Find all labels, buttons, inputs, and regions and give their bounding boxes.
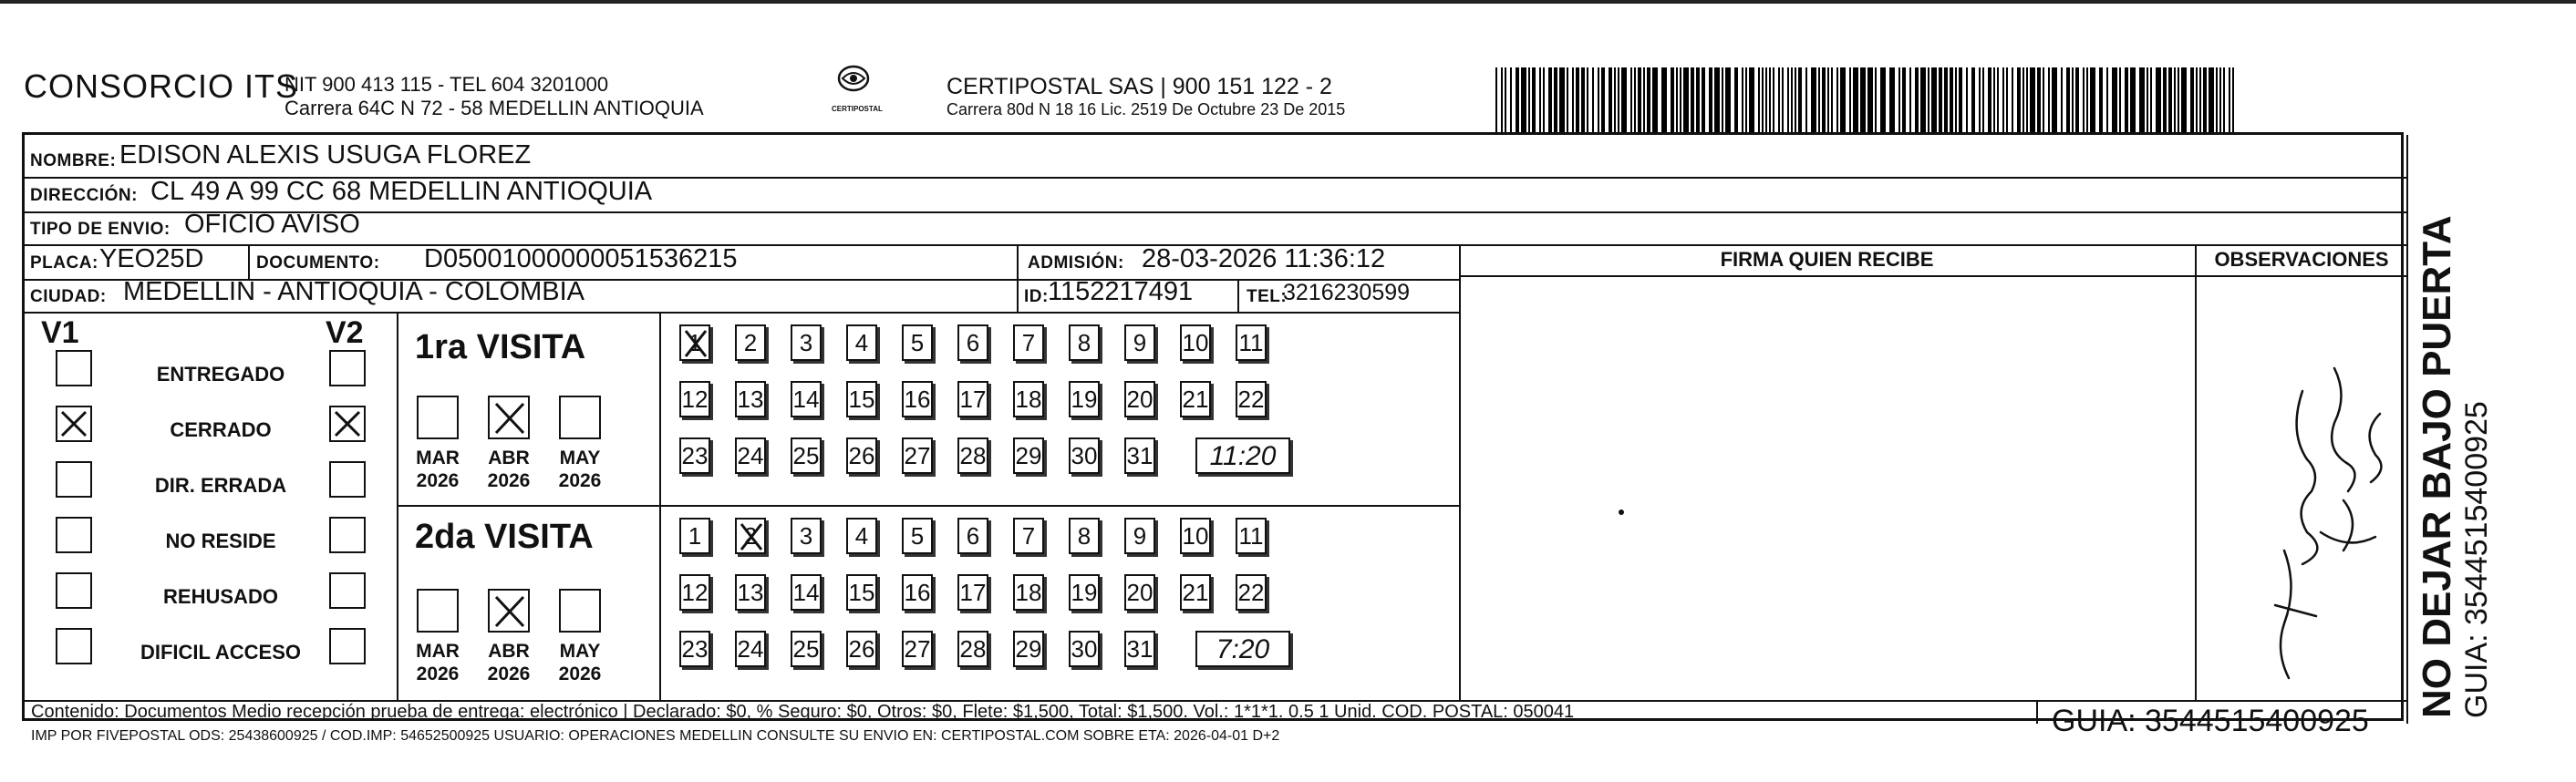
month-year: 2026 [487,470,531,491]
month-year: 2026 [558,470,602,491]
visit1-day-10[interactable]: 10 [1180,324,1211,361]
top-edge-line [0,0,2576,4]
nombre-value: EDISON ALEXIS USUGA FLOREZ [119,140,532,170]
visit2-day-30[interactable]: 30 [1069,631,1100,667]
v2-checkbox-entregado[interactable] [329,350,366,386]
visit2-day-10[interactable]: 10 [1180,518,1211,554]
visit2-day-14[interactable]: 14 [791,574,822,611]
check-mark-icon [493,401,526,436]
visit1-day-28[interactable]: 28 [957,437,988,474]
check-mark-icon [59,409,88,438]
visit2-day-24[interactable]: 24 [735,631,766,667]
visit2-day-22[interactable]: 22 [1236,574,1267,611]
visit1-day-27[interactable]: 27 [902,437,933,474]
company-info [947,73,1345,119]
month-name: ABR [488,641,530,662]
firma-label: FIRMA QUIEN RECIBE [1720,248,1934,271]
check-mark-icon [739,521,764,552]
visit1-day-15[interactable]: 15 [846,381,877,417]
visit2-day-8[interactable]: 8 [1069,518,1100,554]
ciudad-label: CIUDAD: [30,287,107,306]
v1-checkbox-rehusado[interactable] [56,572,92,609]
v1-checkbox-dir-errada[interactable] [56,461,92,498]
status-label: REHUSADO [163,585,278,608]
visit1-day-31[interactable]: 31 [1124,437,1155,474]
visit2-day-3[interactable]: 3 [791,518,822,554]
visit2-day-13[interactable]: 13 [735,574,766,611]
footer-guia: GUIA: 3544515400925 [2052,704,2369,738]
observaciones-label: OBSERVACIONES [2214,248,2389,271]
side-text [2416,215,2495,718]
visit1-day-29[interactable]: 29 [1013,437,1044,474]
signature-area [1459,277,2406,700]
placa-label: PLACA: [30,253,98,273]
id-label: ID: [1024,287,1049,306]
visit1-day-5[interactable]: 5 [902,324,933,361]
visit1-day-1[interactable]: 1 [679,324,710,361]
certipostal-logo [832,64,883,118]
side-warning: NO DEJAR BAJO PUERTA [2415,215,2459,718]
visit2-day-1[interactable]: 1 [679,518,710,554]
v1-checkbox-cerrado[interactable] [56,406,92,442]
visit1-day-8[interactable]: 8 [1069,324,1100,361]
license-line: Carrera 80d N 18 16 Lic. 2519 De Octubre 23 De 2015 [947,100,1346,118]
visit2-day-16[interactable]: 16 [902,574,933,611]
visit2-day-26[interactable]: 26 [846,631,877,667]
visit1-day-18[interactable]: 18 [1013,381,1044,417]
visit1-day-23[interactable]: 23 [679,437,710,474]
visit2-day-2[interactable]: 2 [735,518,766,554]
visit1-day-11[interactable]: 11 [1236,324,1267,361]
v2-checkbox-cerrado[interactable] [329,406,366,442]
v2-checkbox-dir-errada[interactable] [329,461,366,498]
id-value: 1152217491 [1048,277,1194,306]
visit2-day-27[interactable]: 27 [902,631,933,667]
visit2-day-25[interactable]: 25 [791,631,822,667]
visit1-day-9[interactable]: 9 [1124,324,1155,361]
visit1-title: 1ra VISITA [415,328,586,366]
month-year: 2026 [416,664,460,684]
footer-contenido: Contenido: Documentos Medio recepción prueba de entrega: electrónico | Declarado: $0, % Seguro: $0, Otros: $0, Flete: $1,500, Total: $1,500. Vol.: 1*1*1. 0.5 1 Unid. COD. POSTAL: 050041 [31,702,1575,722]
visit1-day-26[interactable]: 26 [846,437,877,474]
visit2-day-12[interactable]: 12 [679,574,710,611]
month-name: MAR [416,448,460,468]
admision-value: 28-03-2026 11:36:12 [1142,244,1386,273]
documento-label: DOCUMENTO: [256,253,380,273]
visit2-day-15[interactable]: 15 [846,574,877,611]
visit1-day-20[interactable]: 20 [1124,381,1155,417]
handwritten-signature [2275,368,2381,678]
visit1-day-21[interactable]: 21 [1180,381,1211,417]
direccion-label: DIRECCIÓN: [30,186,138,205]
visit2-day-17[interactable]: 17 [957,574,988,611]
visit2-month-caption [477,640,541,685]
v1-checkbox-dificil-acceso[interactable] [56,628,92,664]
status-label: ENTREGADO [156,363,285,386]
status-label: DIFICIL ACCESO [140,641,301,664]
placa-value: YEO25D [99,244,204,273]
visit2-day-28[interactable]: 28 [957,631,988,667]
visit2-month-caption [406,640,470,685]
direccion-value: CL 49 A 99 CC 68 MEDELLIN ANTIOQUIA [150,177,653,206]
v2-checkbox-no-reside[interactable] [329,517,366,553]
visit1-day-12[interactable]: 12 [679,381,710,417]
month-name: MAR [416,641,460,662]
visit2-day-21[interactable]: 21 [1180,574,1211,611]
logo-text: CERTIPOSTAL [832,105,883,113]
nit-line: NIT 900 413 115 - TEL 604 3201000 [284,73,609,96]
visit1-month-checkbox-may[interactable] [559,396,601,439]
visit2-day-4[interactable]: 4 [846,518,877,554]
address-line: Carrera 64C N 72 - 58 MEDELLIN ANTIOQUIA [284,97,704,119]
brand-contact [284,73,704,120]
visit1-day-22[interactable]: 22 [1236,381,1267,417]
visit2-time-box[interactable]: 7:20 [1195,631,1290,667]
month-year: 2026 [487,664,531,684]
barcode [1495,67,2243,133]
v2-header: V2 [326,315,364,350]
footer-imp: IMP POR FIVEPOSTAL ODS: 25438600925 / COD.IMP: 54652500925 USUARIO: OPERACIONES MEDELLIN CONSULTE SU ENVIO EN: CERTIPOSTAL.COM SOBRE ETA: 2026-04-01 D+2 [31,728,1280,744]
visit1-day-25[interactable]: 25 [791,437,822,474]
visit1-month-caption [548,447,612,492]
month-name: MAY [559,448,601,468]
status-label: DIR. ERRADA [154,474,287,497]
visit1-day-24[interactable]: 24 [735,437,766,474]
visit2-day-19[interactable]: 19 [1069,574,1100,611]
check-mark-icon [333,409,362,438]
delivery-form [22,132,2404,721]
visit1-day-13[interactable]: 13 [735,381,766,417]
visit1-time-box[interactable]: 11:20 [1195,437,1290,474]
visit2-day-29[interactable]: 29 [1013,631,1044,667]
visit1-month-caption [477,447,541,492]
v1-checkbox-entregado[interactable] [56,350,92,386]
tel-value: 3216230599 [1283,280,1411,305]
tipo-envio-value: OFICIO AVISO [184,210,360,239]
documento-value: D05001000000051536215 [424,244,738,273]
v1-checkbox-no-reside[interactable] [56,517,92,553]
check-mark-icon [493,594,526,629]
visit2-day-7[interactable]: 7 [1013,518,1044,554]
tel-label: TEL: [1247,287,1288,306]
visit1-day-6[interactable]: 6 [957,324,988,361]
visit1-month-checkbox-abr[interactable] [488,396,530,439]
visit2-title: 2da VISITA [415,518,594,556]
visit1-day-7[interactable]: 7 [1013,324,1044,361]
month-year: 2026 [558,664,602,684]
visit2-day-5[interactable]: 5 [902,518,933,554]
visit1-day-16[interactable]: 16 [902,381,933,417]
month-name: ABR [488,448,530,468]
visit1-day-4[interactable]: 4 [846,324,877,361]
visit2-month-checkbox-may[interactable] [559,589,601,633]
visit2-day-20[interactable]: 20 [1124,574,1155,611]
visit2-month-checkbox-mar[interactable] [417,589,459,633]
nombre-label: NOMBRE: [30,151,117,170]
visit1-month-caption [406,447,470,492]
visit2-day-11[interactable]: 11 [1236,518,1267,554]
visit2-day-9[interactable]: 9 [1124,518,1155,554]
v2-checkbox-rehusado[interactable] [329,572,366,609]
visit2-day-6[interactable]: 6 [957,518,988,554]
month-name: MAY [559,641,601,662]
check-mark-icon [683,328,709,359]
status-label: CERRADO [170,418,272,441]
visit2-day-23[interactable]: 23 [679,631,710,667]
visit2-month-checkbox-abr[interactable] [488,589,530,633]
v1-header: V1 [41,315,79,350]
visit1-day-3[interactable]: 3 [791,324,822,361]
v2-checkbox-dificil-acceso[interactable] [329,628,366,664]
status-label: NO RESIDE [165,530,276,552]
visit1-month-checkbox-mar[interactable] [417,396,459,439]
visit1-day-17[interactable]: 17 [957,381,988,417]
company-line: CERTIPOSTAL SAS | 900 151 122 - 2 [947,74,1332,99]
visit2-month-caption [548,640,612,685]
admision-label: ADMISIÓN: [1028,253,1124,273]
visit1-day-30[interactable]: 30 [1069,437,1100,474]
visit2-day-31[interactable]: 31 [1124,631,1155,667]
brand-name: CONSORCIO ITS [24,67,299,105]
visit1-day-14[interactable]: 14 [791,381,822,417]
tipo-envio-label: TIPO DE ENVIO: [30,220,171,239]
side-guia: GUIA: 3544515400925 [2459,401,2494,718]
month-year: 2026 [416,470,460,491]
visit1-day-2[interactable]: 2 [735,324,766,361]
ciudad-value: MEDELLIN - ANTIOQUIA - COLOMBIA [123,277,585,306]
visit1-day-19[interactable]: 19 [1069,381,1100,417]
visit2-day-18[interactable]: 18 [1013,574,1044,611]
